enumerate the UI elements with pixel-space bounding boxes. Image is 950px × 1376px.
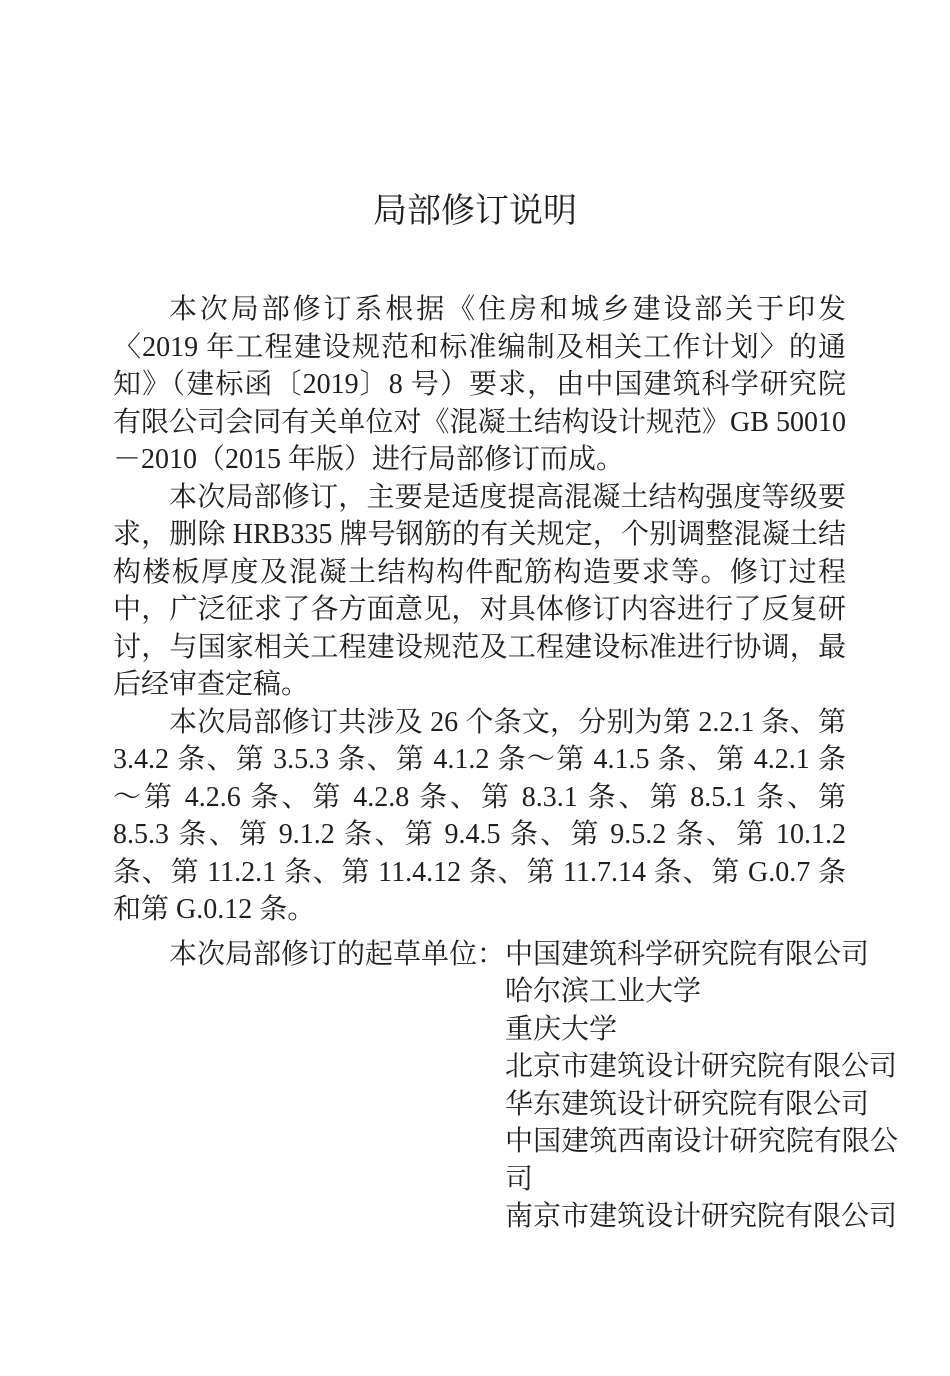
drafting-unit-cabr: 中国建筑科学研究院有限公司 [505,938,870,970]
paragraph-revision-basis: 本次局部修订系根据《住房和城乡建设部关于印发〈2019 年工程建设规范和标准编制及相关工作计划〉的通知》（建标函〔2019〕8 号）要求，由中国建筑科学研究院有限公司会同有关单位对《混凝土结构设计规范》GB 50010－2010（2015 年版）进行局部修订而成。 [113,294,846,475]
drafting-unit-cqu: 重庆大学 [505,1013,618,1045]
drafting-unit-cswadi: 中国建筑西南设计研究院有限公司 [505,1126,899,1195]
drafting-units-list [505,936,898,1236]
page-title: 局部修订说明 [373,193,577,230]
drafting-unit-hit: 哈尔滨工业大学 [505,976,702,1007]
paragraph-revised-articles: 本次局部修订共涉及 26 个条文，分别为第 2.2.1 条、第 3.4.2 条、第 3.5.3 条、第 4.1.2 条～第 4.1.5 条、第 4.2.1 条～第 4.2.6 条、第 4.2.8 条、第 8.3.1 条、第 8.5.1 条、第 8.5.3 条、第 9.1.2 条、第 9.4.5 条、第 9.5.2 条、第 10.1.2 条、第 11.2.1 条、第 11.4.12 条、第 11.7.14 条、第 G.0.7 条和第 G.0.12 条。 [113,706,846,925]
drafting-units-label: 本次局部修订的起草单位： [169,938,506,970]
drafting-unit-biad: 北京市建筑设计研究院有限公司 [505,1051,898,1082]
paragraph-revision-scope: 本次局部修订，主要是适度提高混凝土结构强度等级要求，删除 HRB335 牌号钢筋的有关规定，个别调整混凝土结构楼板厚度及混凝土结构构件配筋构造要求等。修订过程中，广泛征求了各方面意见，对具体修订内容进行了反复研讨，与国家相关工程建设规范及工程建设标准进行协调，最后经审查定稿。 [113,481,846,700]
drafting-unit-ecadi: 华东建筑设计研究院有限公司 [505,1088,870,1120]
drafting-units-section [113,936,899,1236]
document-body [113,291,899,1236]
drafting-unit-njiad: 南京市建筑设计研究院有限公司 [505,1201,898,1232]
